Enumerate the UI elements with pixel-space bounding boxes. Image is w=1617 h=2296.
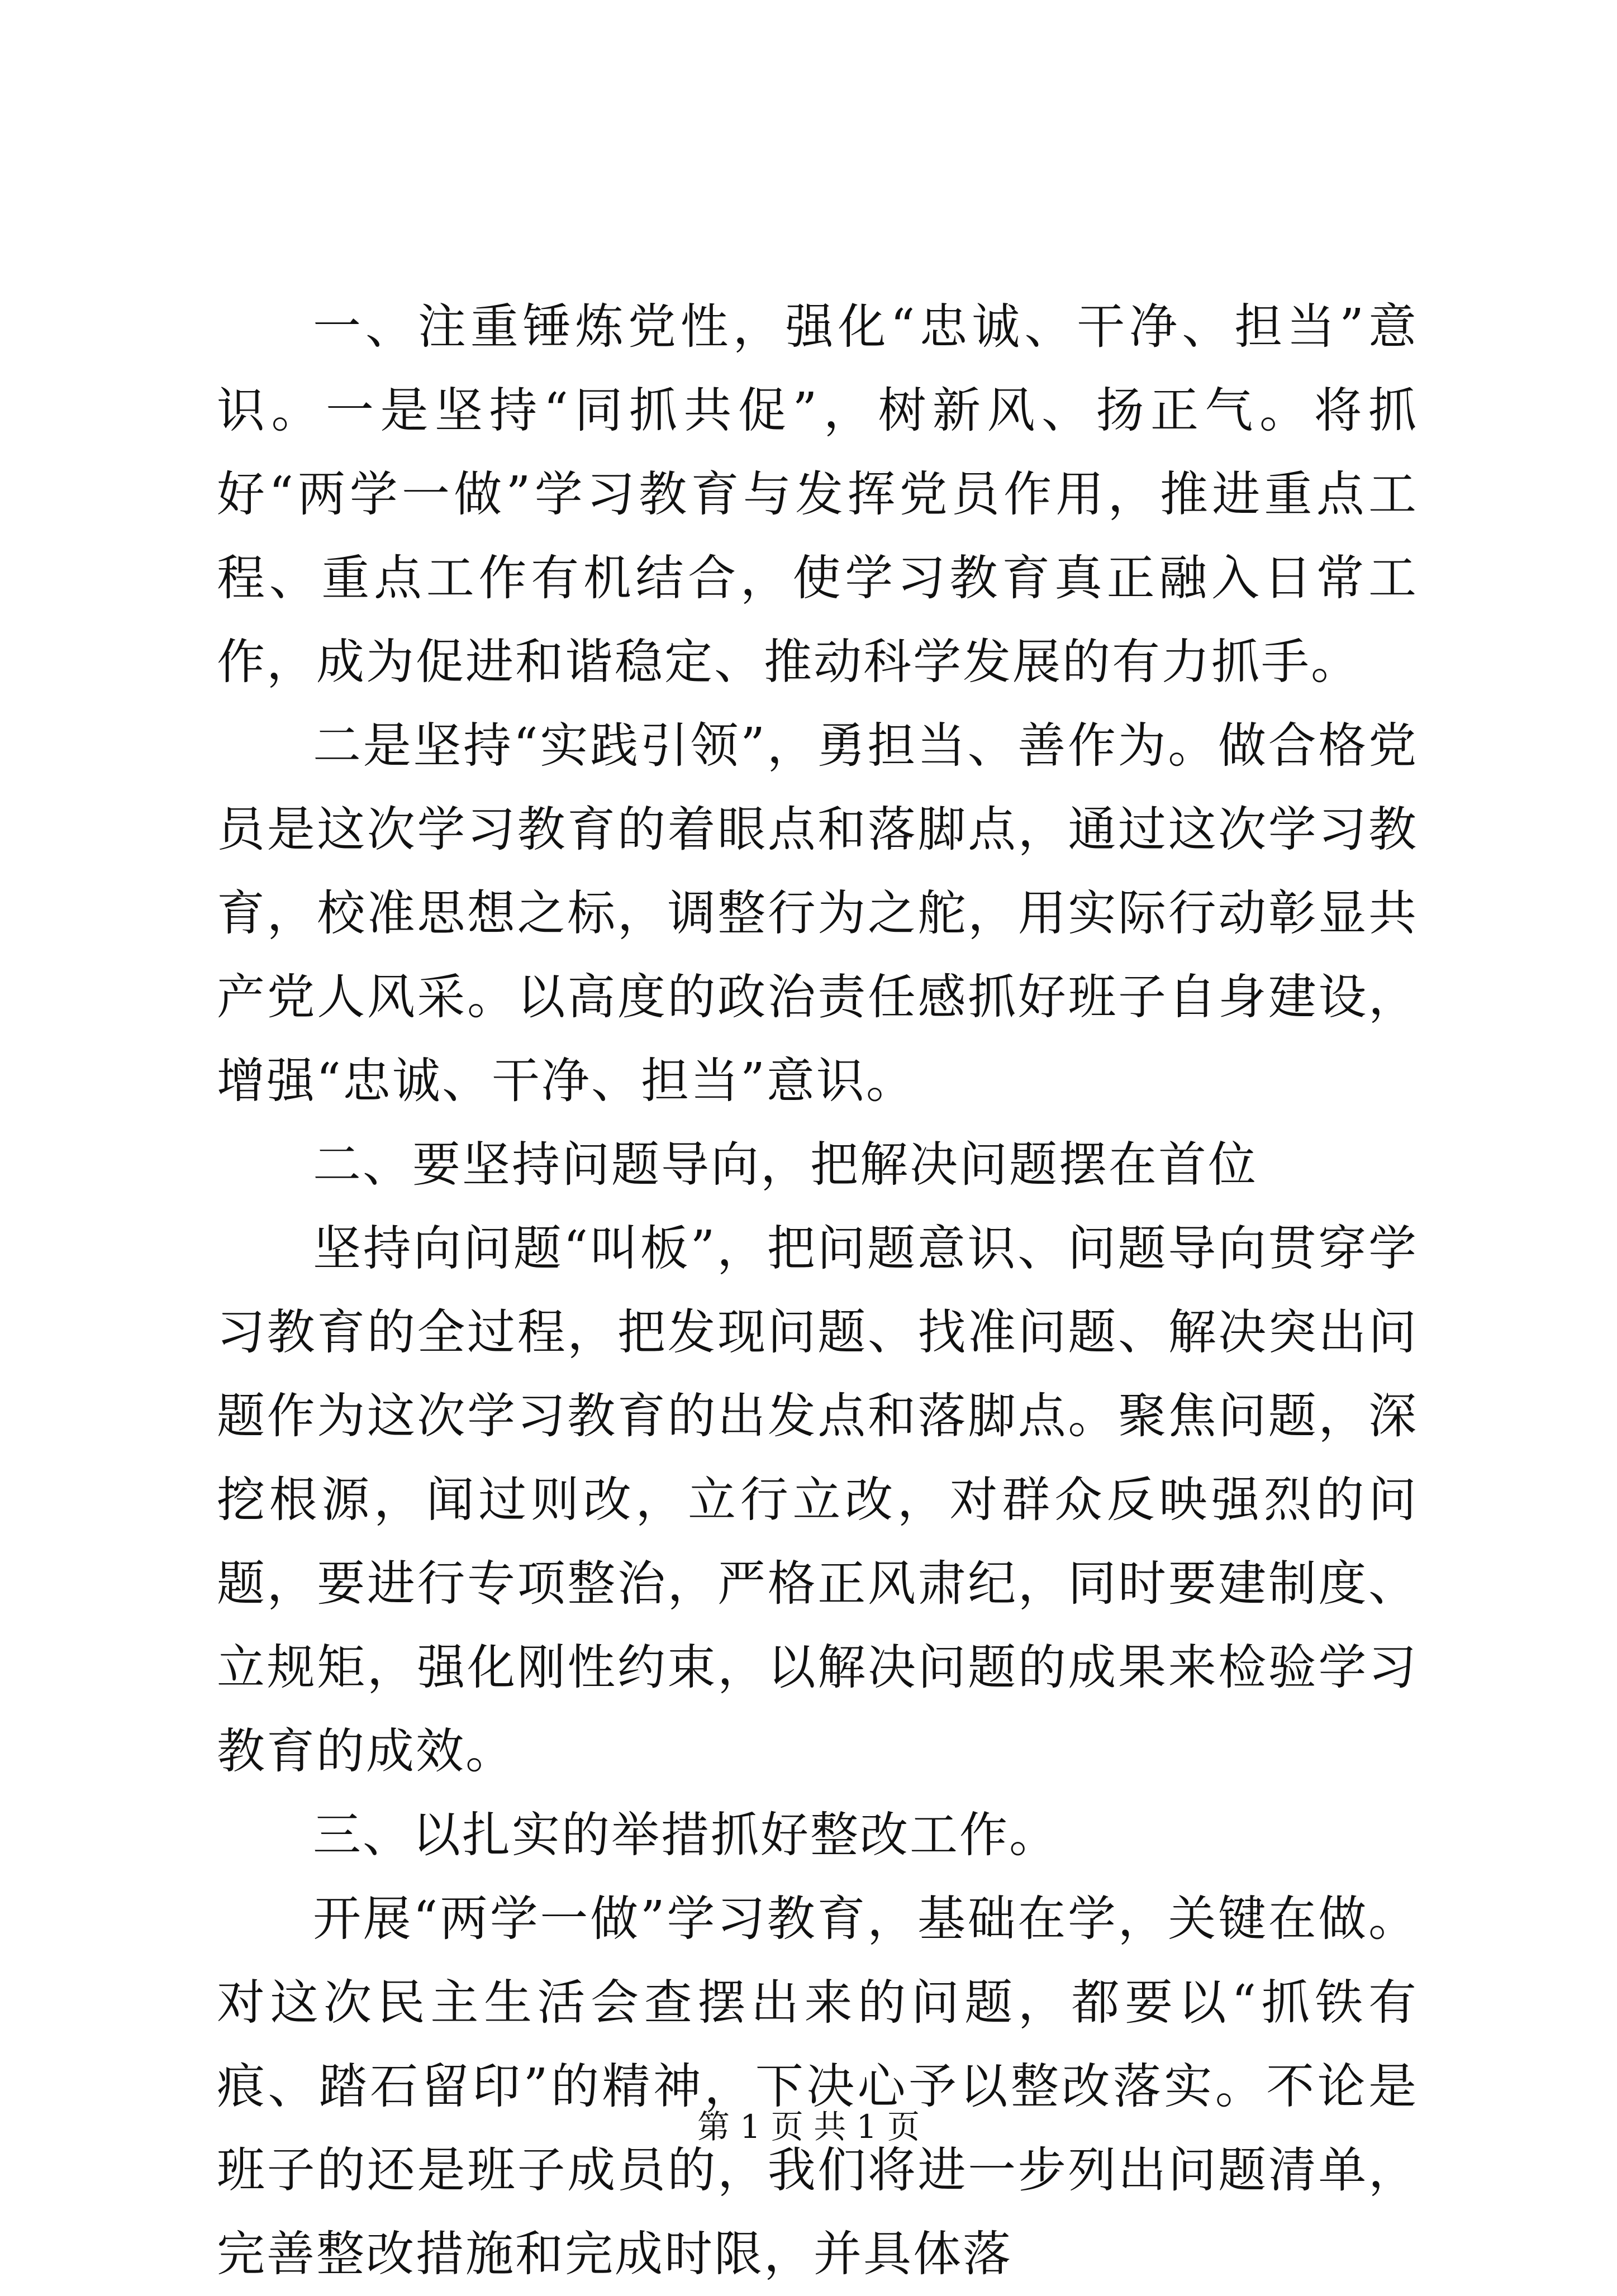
paragraph-3-heading: 二、要坚持问题导向，把解决问题摆在首位: [313, 1137, 1258, 1193]
paragraph-5-heading: 三、以扎实的举措抓好整改工作。: [313, 1807, 1059, 1863]
paragraph-1: 一、注重锤炼党性，强化“忠诚、干净、担当”意识。一是坚持“同抓共促”，树新风、扬正气。将抓好“两学一做”学习教育与发挥党员作用，推进重点工程、重点工作有机结合，使学习教育真正融入日常工作，成为促进和谐稳定、推动科学发展的有力抓手。: [217, 299, 1418, 690]
document-body: [217, 285, 1418, 2296]
page-number-footer: 第 1 页 共 1 页: [697, 2108, 920, 2146]
paragraph-4: 坚持向问题“叫板”，把问题意识、问题导向贯穿学习教育的全过程，把发现问题、找准问题、解决突出问题作为这次学习教育的出发点和落脚点。聚焦问题，深挖根源，闻过则改，立行立改，对群众反映强烈的问题，要进行专项整治，严格正风肃纪，同时要建制度、立规矩，强化刚性约束，以解决问题的成果来检验学习教育的成效。: [217, 1221, 1418, 1779]
paragraph-2: 二是坚持“实践引领”，勇担当、善作为。做合格党员是这次学习教育的着眼点和落脚点，通过这次学习教育，校准思想之标，调整行为之舵，用实际行动彰显共产党人风采。以高度的政治责任感抓好班子自身建设，增强“忠诚、干净、担当”意识。: [217, 718, 1418, 1109]
paragraph-6: 开展“两学一做”学习教育，基础在学，关键在做。对这次民主生活会查摆出来的问题，都要以“抓铁有痕、踏石留印”的精神，下决心予以整改落实。不论是班子的还是班子成员的，我们将进一步列出问题清单，完善整改措施和完成时限，并具体落: [217, 1891, 1418, 2282]
